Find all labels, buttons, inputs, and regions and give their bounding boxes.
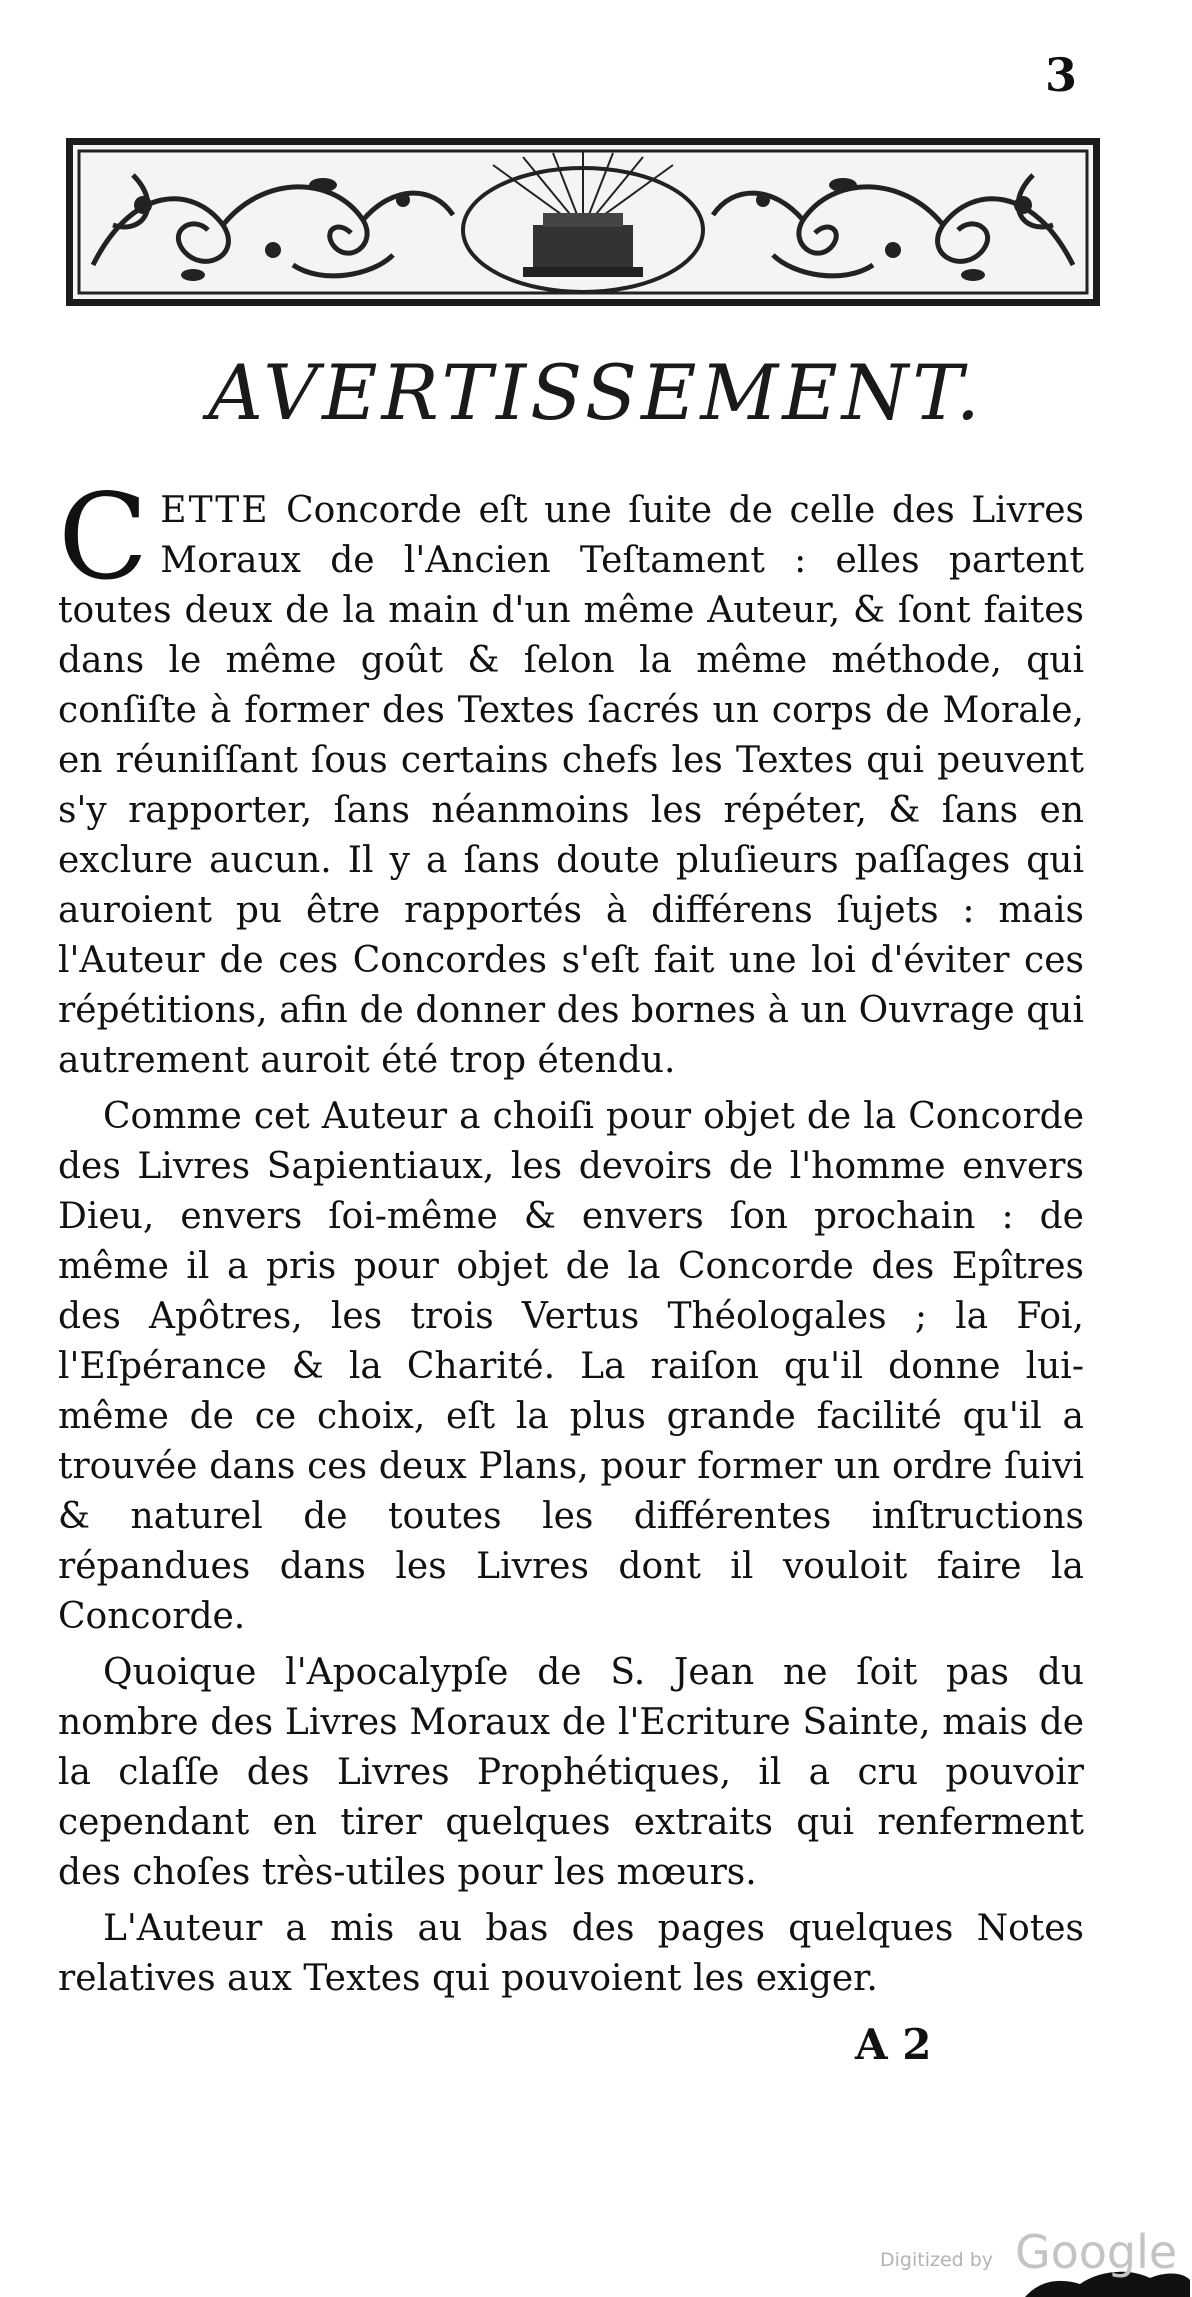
paragraph-3: Quoique l'Apocalypſe de S. Jean ne ſoit pas du nombre des Livres Moraux de l'Ecriture Sainte, mais de la claſſe des Livres Prophétiques, il a cru pouvoir cependant en tirer quelques extraits qui renferment des choſes très-utiles pour les mœurs. xyxy=(58,1652,1084,1893)
paragraph-1-text: Concorde eſt une ſuite de celle des Livres Moraux de l'Ancien Teſtament : elles partent toutes deux de la main d'un même Auteur, & ſont faites dans le même goût & ſelon la même méthode, qui conſiſte à former des Textes ſacrés un corps de Morale, en réuniſſant ſous certains chefs les Textes qui peuvent s'y rapporter, ſans néanmoins les répéter, & ſans en exclure aucun. Il y a ſans doute pluſieurs paſſages qui auroient pu être rapportés à différens ſujets : mais l'Auteur de ces Concordes s'eſt fait une loi d'éviter ces répétitions, afin de donner des bornes à un Ouvrage qui autrement auroit été trop étendu. xyxy=(58,490,1084,1081)
paragraph-2: Comme cet Auteur a choiſi pour objet de la Concorde des Livres Sapientiaux, les devoirs de l'homme envers Dieu, envers ſoi-même & envers ſon prochain : de même il a pris pour objet de la Concorde des Epîtres des Apôtres, les trois Vertus Théologales ; la Foi, l'Eſpérance & la Charité. La raiſon qu'il donne lui-même de ce choix, eſt la plus grande facilité qu'il a trouvée dans ces deux Plans, pour former un ordre ſuivi & naturel de toutes les différentes inſtructions répandues dans les Livres dont il vouloit faire la Concorde. xyxy=(58,1096,1084,1637)
first-word: ETTE xyxy=(160,490,270,531)
body-text xyxy=(58,468,1084,2004)
signature-mark: A 2 xyxy=(855,2020,932,2069)
digitized-watermark xyxy=(880,2225,1180,2285)
ornamental-headpiece xyxy=(66,138,1100,306)
drop-cap: C xyxy=(58,468,149,606)
page-number: 3 xyxy=(1045,48,1078,102)
page-title: AVERTISSEMENT. xyxy=(208,348,984,437)
watermark-label: Digitized by xyxy=(880,2249,994,2271)
watermark-brand: Google xyxy=(1015,2225,1178,2279)
paragraph-1 xyxy=(58,468,1084,1086)
floral-ornament-icon xyxy=(73,145,1093,299)
paragraph-4: L'Auteur a mis au bas des pages quelques Notes relatives aux Textes qui pouvoient les exiger. xyxy=(58,1908,1084,1999)
